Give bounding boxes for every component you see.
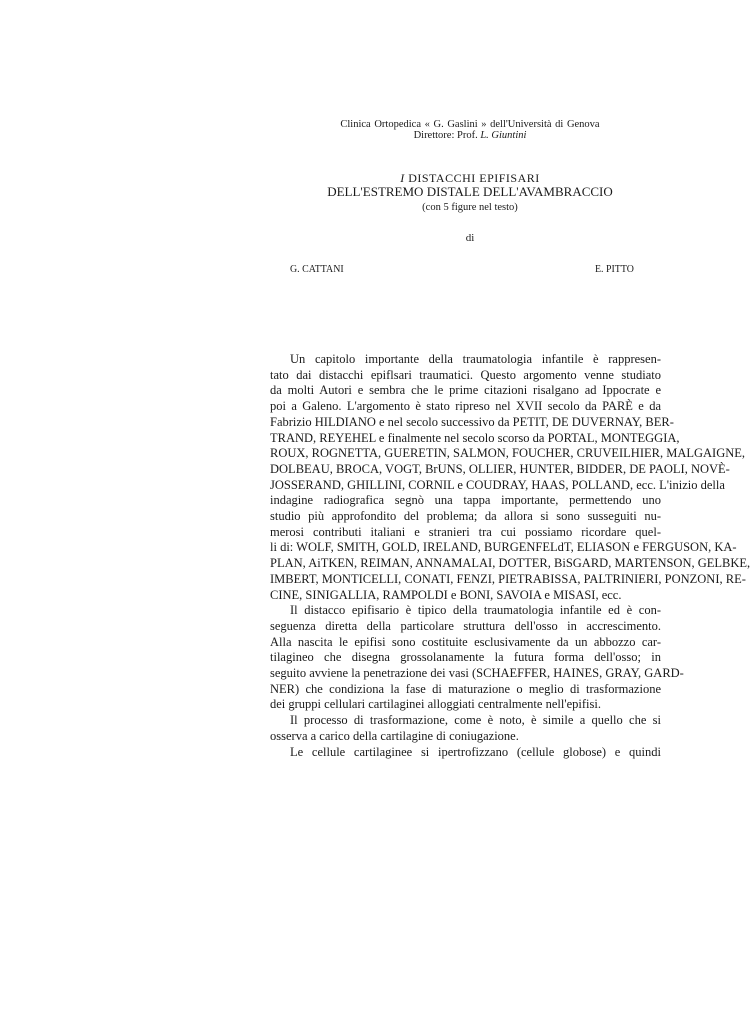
- text-line: CINE, SINIGALLIA, RAMPOLDI e BONI, SAVOIA e MISASI, ecc.: [270, 587, 622, 602]
- text-line: dei gruppi cellulari cartilaginei alloggiati centralmente nell'epifisi.: [270, 697, 601, 712]
- paragraph-1: [270, 352, 750, 603]
- text-line: seguito avviene la penetrazione dei vasi (SCHAEFFER, HAINES, GRAY, GARD-: [270, 666, 684, 681]
- title-line-2: DELL'ESTREMO DISTALE DELL'AVAMBRACCIO: [327, 184, 613, 199]
- subtitle: (con 5 figure nel testo): [422, 202, 518, 213]
- title-italic-article: I: [400, 171, 405, 185]
- text-line: Il distacco epifisario è tipico della traumatologia infantile ed è con-: [290, 603, 661, 618]
- text-line: Alla nascita le epifisi sono costituite esclusivamente da un abbozzo car-: [270, 634, 661, 649]
- text-line: Fabrizio HILDIANO e nel secolo successivo da PETIT, DE DUVERNAY, BER-: [270, 414, 674, 429]
- text-line: tato dai distacchi epiflsari traumatici. Questo argomento venne studiato: [270, 367, 661, 382]
- text-line: Le cellule cartilaginee si ipertrofizzano (cellule globose) e quindi: [290, 744, 661, 759]
- byline-di: di: [465, 232, 475, 244]
- text-line: merosi contributi italiani e stranieri tra cui possiamo ricordare quel-: [270, 524, 661, 539]
- text-line: PLAN, AiTKEN, REIMAN, ANNAMALAI, DOTTER, BiSGARD, MARTENSON, GELBKE,: [270, 556, 750, 571]
- text-line: Il processo di trasformazione, come è noto, è simile a quello che si: [290, 713, 661, 728]
- author-right: E. PITTO: [595, 263, 634, 275]
- text-line: DOLBEAU, BROCA, VOGT, BrUNS, OLLIER, HUNTER, BIDDER, DE PAOLI, NOVÈ-: [270, 461, 730, 476]
- institute-header: Clinica Ortopedica « G. Gaslini » dell'Università di Genova: [340, 119, 600, 130]
- title-line-1: [300, 171, 640, 185]
- paragraph-3: [270, 713, 661, 744]
- text-line: IMBERT, MONTICELLI, CONATI, FENZI, PIETRABISSA, PALTRINIERI, PONZONI, RE-: [270, 571, 746, 586]
- paragraph-4: [270, 745, 661, 761]
- title-line-1-rest: DISTACCHI EPIFISARI: [404, 171, 540, 185]
- text-line: indagine radiografica segnò una tappa importante, permettendo uno: [270, 493, 661, 508]
- text-line: JOSSERAND, GHILLINI, CORNIL e COUDRAY, HAAS, POLLAND, ecc. L'inizio della: [270, 477, 725, 492]
- paragraph-2: [270, 603, 684, 713]
- author-left: G. CATTANI: [290, 263, 344, 275]
- text-line: poi a Galeno. L'argomento è stato ripreso nel XVII secolo da PARÈ e da: [270, 399, 661, 414]
- text-line: NER) che condiziona la fase di maturazione o meglio di trasformazione: [270, 681, 661, 696]
- text-line: da molti Autori e sembra che le prime citazioni risalgano ad Ippocrate e: [270, 383, 661, 398]
- text-line: osserva a carico della cartilagine di coniugazione.: [270, 728, 519, 743]
- text-line: tilagineo che disegna grossolanamente la futura forma dell'osso; in: [270, 650, 661, 665]
- text-line: Un capitolo importante della traumatologia infantile è rappresen-: [290, 352, 661, 366]
- text-line: studio più approfondito del problema; da allora si sono susseguiti nu-: [270, 509, 661, 524]
- text-line: li di: WOLF, SMITH, GOLD, IRELAND, BURGENFELdT, ELIASON e FERGUSON, KA-: [270, 540, 737, 555]
- text-line: TRAND, REYEHEL e finalmente nel secolo scorso da PORTAL, MONTEGGIA,: [270, 430, 680, 445]
- text-line: seguenza diretta della particolare struttura dell'osso in accrescimento.: [270, 618, 661, 633]
- text-line: ROUX, ROGNETTA, GUERETIN, SALMON, FOUCHER, CRUVEILHIER, MALGAIGNE,: [270, 446, 746, 461]
- director-name: L. Giuntini: [480, 130, 527, 141]
- director-line: [300, 130, 640, 142]
- article-body: [270, 352, 750, 760]
- director-prefix: Direttore: Prof.: [413, 130, 481, 141]
